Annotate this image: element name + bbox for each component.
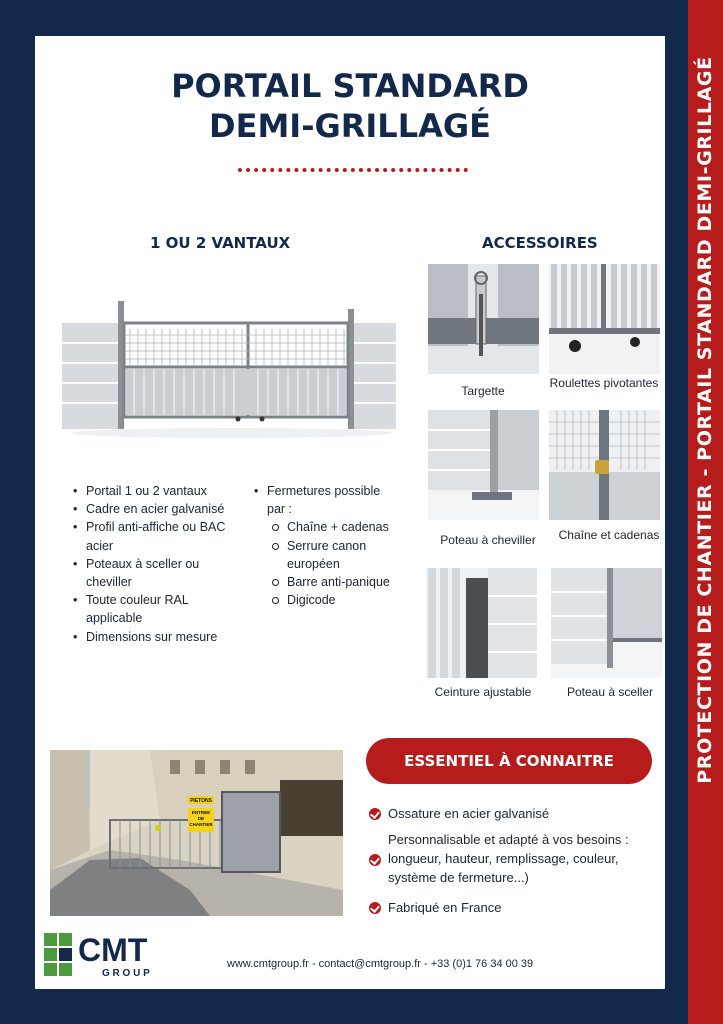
sign-text: ENTREE: [191, 810, 211, 815]
list-item: Chaîne + cadenas: [267, 518, 400, 536]
list-item: • Cadre en acier galvanisé: [69, 500, 229, 518]
list-item: Serrure canon européen: [267, 537, 400, 573]
accessory-label: Ceinture ajustable: [434, 685, 532, 699]
chain-padlock-photo: [549, 410, 660, 520]
list-item: • Toute couleur RAL applicable: [69, 591, 229, 627]
title-line-2: DEMI-GRILLAGÉ: [209, 107, 491, 145]
essential-item: Ossature en acier galvanisé: [369, 804, 659, 823]
closures-sublist: [267, 518, 400, 609]
essential-item: Personnalisable et adapté à vos besoins : longueur, hauteur, remplissage, couleur, système de fermeture...): [369, 830, 659, 887]
accessory-label: Chaîne et cadenas: [558, 528, 660, 542]
cmt-logo: [44, 933, 189, 979]
list-item: Digicode: [267, 591, 400, 609]
list-item: • Poteaux à sceller ou cheviller: [69, 555, 229, 591]
logo-sub: G R O U P: [102, 968, 150, 979]
sign-text: DE: [197, 816, 205, 821]
side-banner-text: PROTECTION DE CHANTIER - PORTAIL STANDARD DEMI-GRILLAGÉ: [694, 56, 716, 784]
site-photo: [50, 750, 343, 916]
check-icon: [369, 854, 381, 866]
footer-contact: www.cmtgroup.fr - contact@cmtgroup.fr - +33 (0)1 76 34 00 39: [227, 958, 534, 970]
sign-text: CHANTIER: [189, 822, 213, 827]
bolt-latch-photo: [428, 264, 539, 374]
closures-list: [250, 482, 400, 609]
essentials-heading: ESSENTIEL À CONNAITRE: [366, 738, 652, 784]
adjustable-belt-photo: [426, 568, 537, 678]
check-icon: [369, 902, 381, 914]
logo-name: CMT: [78, 933, 148, 968]
variants-heading: 1 OU 2 VANTAUX: [150, 234, 291, 252]
list-item: • Profil anti-affiche ou BAC acier: [69, 518, 229, 554]
sign-text: PIETONS: [190, 798, 212, 804]
accessory-label: Roulettes pivotantes: [549, 376, 659, 390]
accessory-label: Poteau à cheviller: [440, 533, 536, 547]
list-item: • Dimensions sur mesure: [69, 628, 229, 646]
gate-illustration: [62, 301, 396, 451]
accessory-label: Poteau à sceller: [566, 685, 654, 699]
features-list: [69, 482, 229, 646]
accessory-label: Targette: [461, 384, 505, 398]
content-panel: [35, 36, 665, 989]
title-line-1: PORTAIL STANDARD: [171, 67, 529, 105]
seal-post-photo: [551, 568, 662, 678]
list-item: [250, 482, 400, 609]
bolt-post-photo: [428, 410, 539, 520]
list-item: • Portail 1 ou 2 vantaux: [69, 482, 229, 500]
closures-intro: Fermetures possible par :: [267, 484, 381, 517]
list-item: Barre anti-panique: [267, 573, 400, 591]
essential-item: Fabriqué en France: [369, 898, 659, 917]
check-icon: [369, 808, 381, 820]
title-divider: [238, 168, 468, 172]
page-title: [35, 66, 665, 146]
accessories-heading: ACCESSOIRES: [482, 234, 598, 252]
swivel-wheels-photo: [549, 264, 660, 374]
